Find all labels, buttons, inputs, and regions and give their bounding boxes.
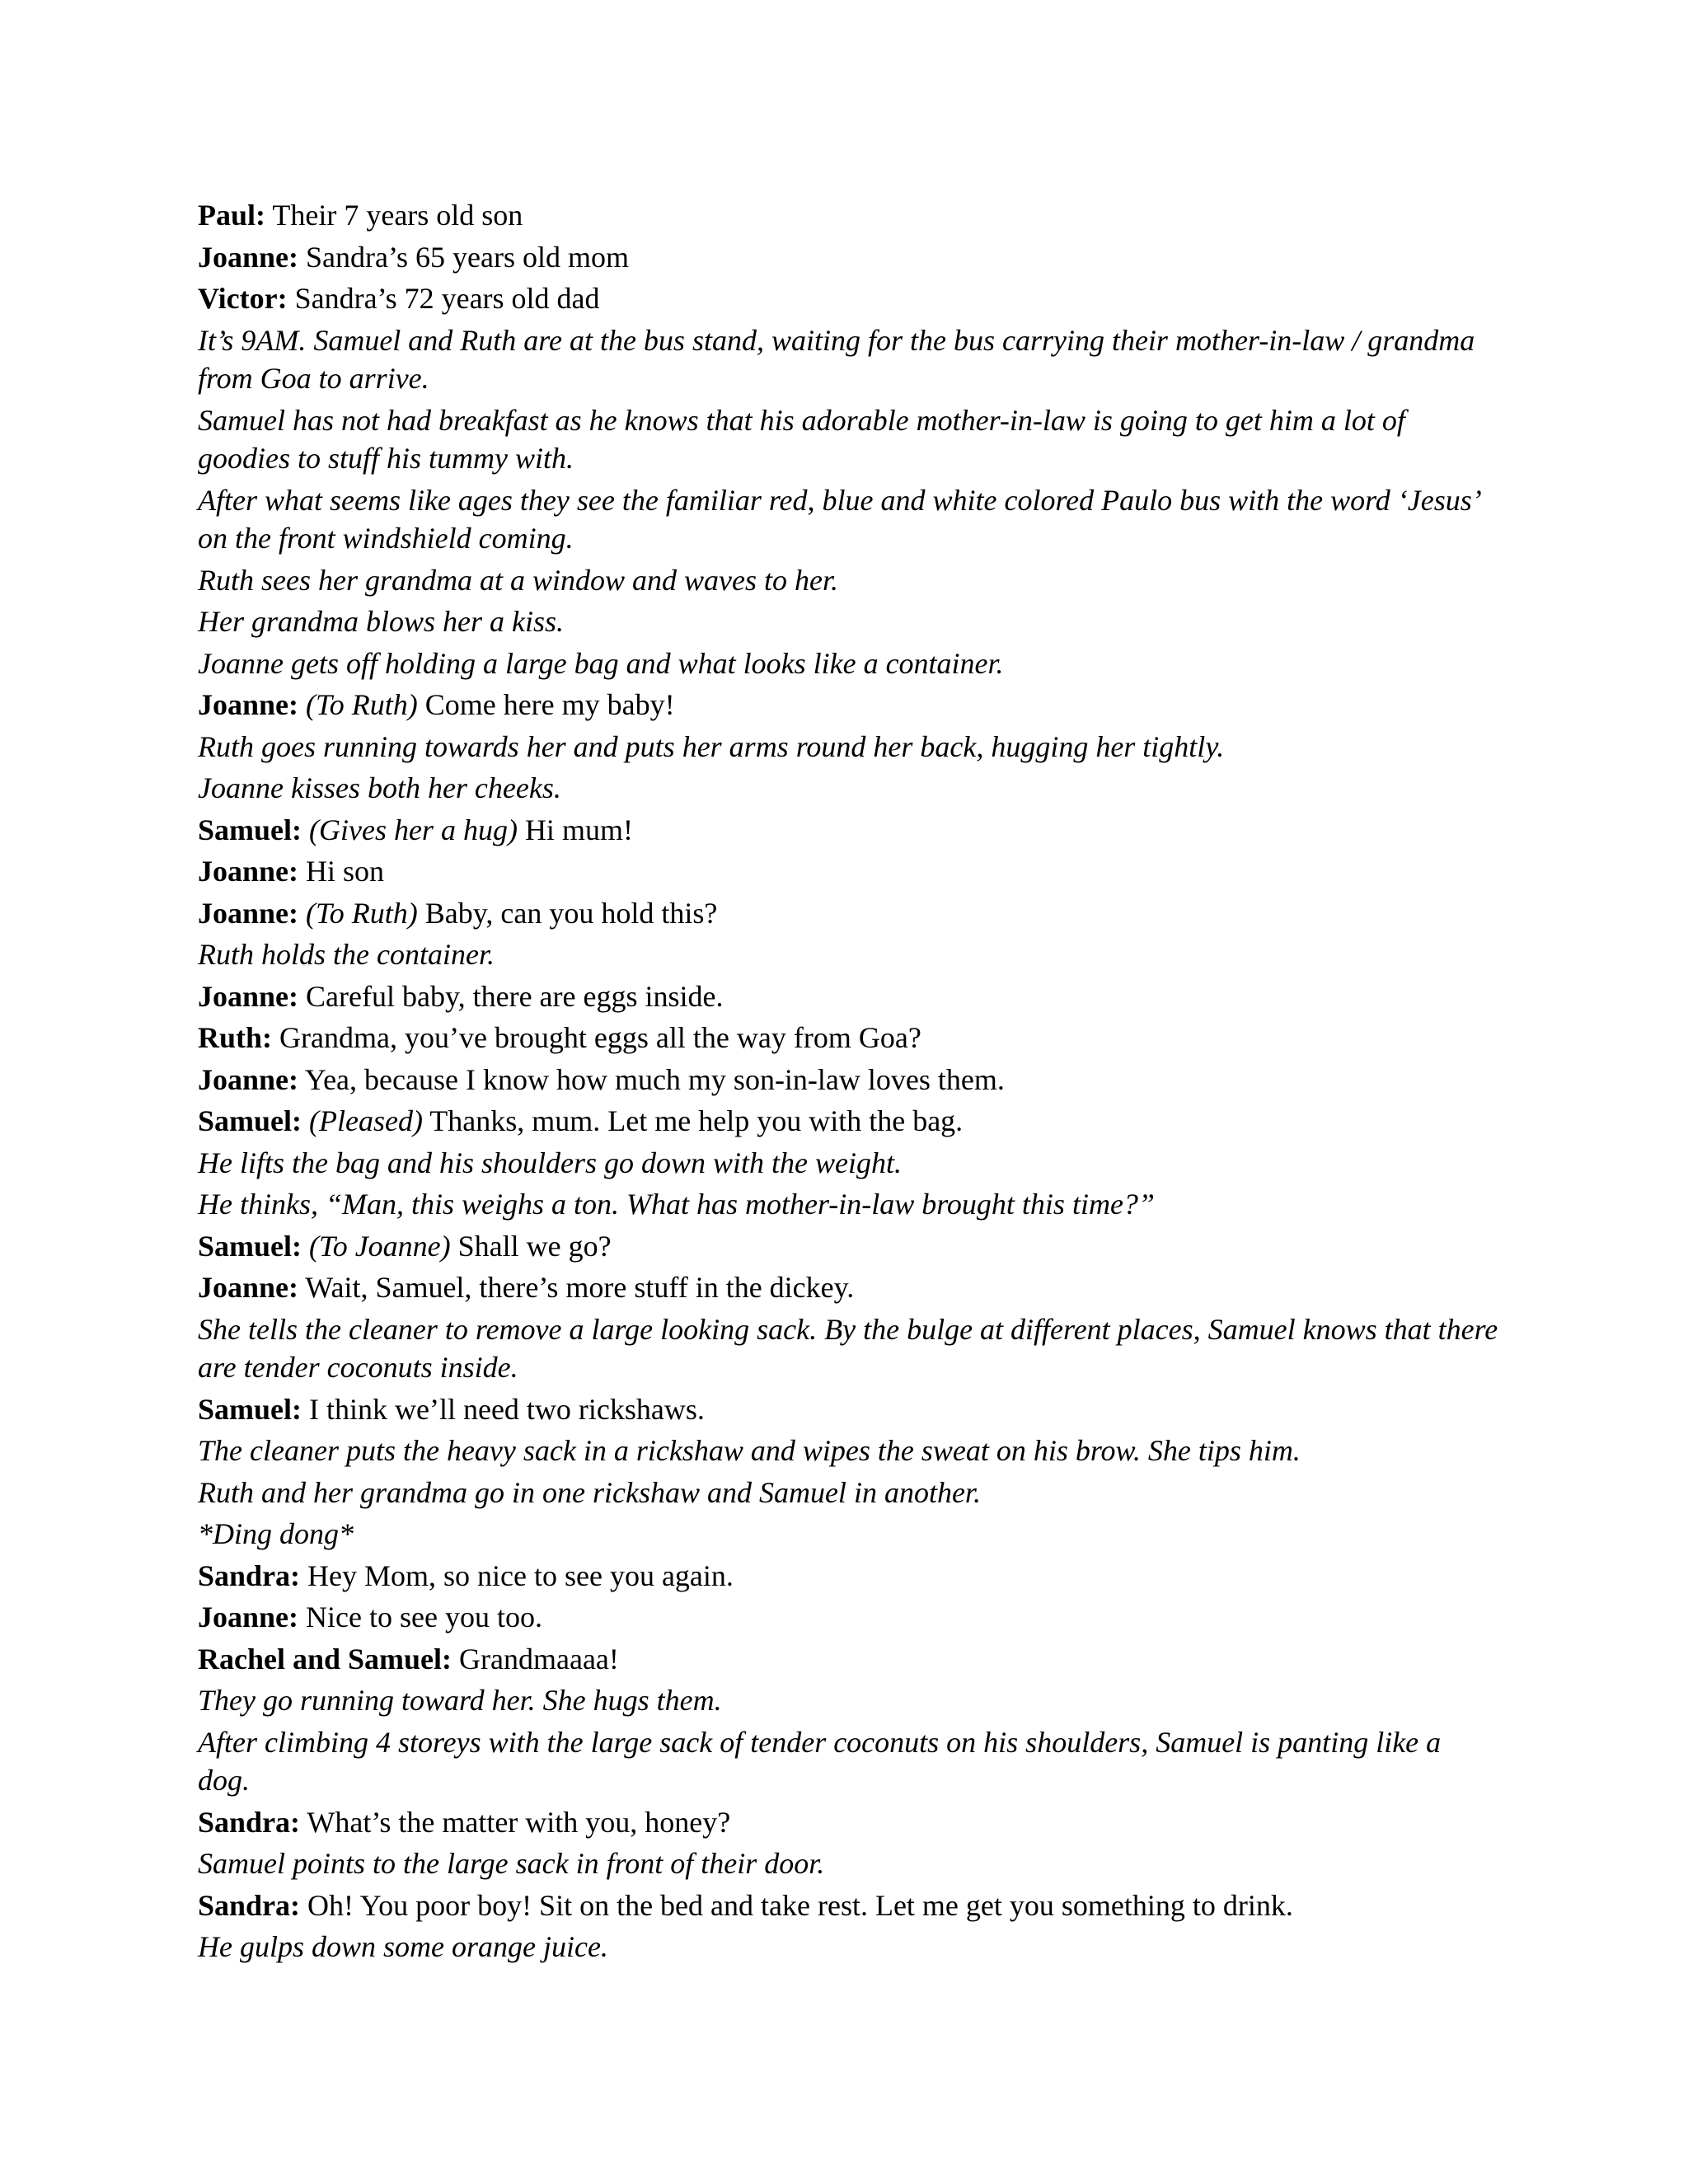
narration-line bbox=[198, 481, 1500, 558]
speaker-name: Sandra: bbox=[198, 1558, 301, 1592]
dialogue-text: Sandra’s 65 years old mom bbox=[306, 240, 629, 274]
dialogue-text: Sandra’s 72 years old dad bbox=[294, 282, 600, 315]
narration-text: Her grandma blows her a kiss. bbox=[198, 605, 565, 638]
stage-direction: (To Joanne) bbox=[309, 1229, 451, 1263]
narration-line bbox=[198, 644, 1500, 683]
dialogue-text: Hey Mom, so nice to see you again. bbox=[307, 1558, 734, 1592]
speaker-name: Joanne: bbox=[198, 688, 299, 721]
narration-line bbox=[198, 1144, 1500, 1183]
dialogue-line bbox=[198, 852, 1500, 891]
speaker-name: Sandra: bbox=[198, 1888, 301, 1922]
dialogue-line bbox=[198, 1019, 1500, 1057]
narration-line bbox=[198, 1515, 1500, 1554]
narration-text: She tells the cleaner to remove a large looking sack. By the bulge at different places, Samuel knows that there are tender coconuts inside. bbox=[198, 1312, 1498, 1384]
speaker-name: Victor: bbox=[198, 282, 288, 315]
speaker-name: Samuel: bbox=[198, 813, 302, 846]
narration-text: He lifts the bag and his shoulders go down with the weight. bbox=[198, 1146, 902, 1179]
stage-direction: (Pleased) bbox=[309, 1104, 423, 1137]
narration-line bbox=[198, 1474, 1500, 1512]
dialogue-line bbox=[198, 1886, 1500, 1925]
speaker-name: Joanne: bbox=[198, 1062, 299, 1096]
narration-line bbox=[198, 401, 1500, 478]
dialogue-text: I think we’ll need two rickshaws. bbox=[309, 1392, 705, 1426]
dialogue-line bbox=[198, 686, 1500, 724]
narration-text: After what seems like ages they see the familiar red, blue and white colored Paulo bus with the word ‘Jesus’ on the front windshield coming. bbox=[198, 483, 1479, 555]
speaker-name: Sandra: bbox=[198, 1805, 301, 1839]
narration-line bbox=[198, 1844, 1500, 1883]
dialogue-line bbox=[198, 894, 1500, 933]
narration-text: He thinks, “Man, this weighs a ton. What has mother-in-law brought this time?” bbox=[198, 1188, 1155, 1221]
narration-line bbox=[198, 602, 1500, 641]
narration-line bbox=[198, 1310, 1500, 1387]
narration-line bbox=[198, 1681, 1500, 1720]
dialogue-line bbox=[198, 977, 1500, 1016]
dialogue-text: Oh! You poor boy! Sit on the bed and take rest. Let me get you something to drink. bbox=[307, 1888, 1293, 1922]
dialogue-line bbox=[198, 279, 1500, 318]
narration-text: After climbing 4 storeys with the large sack of tender coconuts on his shoulders, Samuel is panting like a dog. bbox=[198, 1725, 1442, 1797]
narration-text: *Ding dong* bbox=[198, 1517, 354, 1550]
narration-text: Ruth sees her grandma at a window and waves to her. bbox=[198, 563, 838, 597]
dialogue-line bbox=[198, 1268, 1500, 1307]
narration-line bbox=[198, 321, 1500, 398]
dialogue-text: Thanks, mum. Let me help you with the bag. bbox=[429, 1104, 964, 1137]
dialogue-text: Grandma, you’ve brought eggs all the way from Goa? bbox=[279, 1021, 921, 1054]
speaker-name: Joanne: bbox=[198, 855, 299, 888]
speaker-name: Joanne: bbox=[198, 979, 299, 1013]
dialogue-text: Careful baby, there are eggs inside. bbox=[306, 979, 724, 1013]
dialogue-text: Nice to see you too. bbox=[306, 1601, 542, 1633]
narration-line bbox=[198, 1185, 1500, 1224]
narration-text: It’s 9AM. Samuel and Ruth are at the bus stand, waiting for the bus carrying their mother-in-law / grandma from Goa to arrive. bbox=[198, 323, 1475, 395]
narration-text: Samuel points to the large sack in front of their door. bbox=[198, 1847, 825, 1880]
dialogue-line bbox=[198, 1227, 1500, 1266]
narration-text: The cleaner puts the heavy sack in a rickshaw and wipes the sweat on his brow. She tips him. bbox=[198, 1434, 1301, 1467]
dialogue-line bbox=[198, 1640, 1500, 1679]
narration-line bbox=[198, 935, 1500, 974]
speaker-name: Samuel: bbox=[198, 1392, 302, 1426]
script-document bbox=[198, 196, 1500, 1970]
dialogue-line bbox=[198, 196, 1500, 235]
stage-direction: (To Ruth) bbox=[306, 896, 418, 930]
narration-line bbox=[198, 1723, 1500, 1800]
dialogue-line bbox=[198, 238, 1500, 277]
dialogue-text: Wait, Samuel, there’s more stuff in the dickey. bbox=[305, 1271, 855, 1304]
dialogue-line bbox=[198, 1061, 1500, 1099]
narration-text: He gulps down some orange juice. bbox=[198, 1930, 608, 1963]
narration-text: Joanne gets off holding a large bag and what looks like a container. bbox=[198, 646, 1004, 680]
dialogue-line bbox=[198, 811, 1500, 850]
dialogue-line bbox=[198, 1102, 1500, 1141]
speaker-name: Joanne: bbox=[198, 240, 299, 274]
dialogue-text: Hi son bbox=[306, 855, 385, 888]
dialogue-text: Hi mum! bbox=[524, 813, 633, 846]
speaker-name: Joanne: bbox=[198, 1601, 299, 1633]
narration-text: Samuel has not had breakfast as he knows that his adorable mother-in-law is going to get him a lot of goodies to stuff his tummy with. bbox=[198, 403, 1405, 475]
speaker-name: Rachel and Samuel: bbox=[198, 1642, 452, 1675]
narration-line bbox=[198, 728, 1500, 766]
stage-direction: (Gives her a hug) bbox=[309, 813, 518, 846]
speaker-name: Joanne: bbox=[198, 896, 299, 930]
narration-line bbox=[198, 561, 1500, 600]
dialogue-line bbox=[198, 1557, 1500, 1596]
dialogue-text: Shall we go? bbox=[457, 1229, 612, 1263]
speaker-name: Samuel: bbox=[198, 1104, 302, 1137]
speaker-name: Paul: bbox=[198, 199, 266, 232]
dialogue-text: Come here my baby! bbox=[424, 688, 675, 721]
narration-text: Ruth and her grandma go in one rickshaw and Samuel in another. bbox=[198, 1475, 981, 1509]
narration-text: They go running toward her. She hugs them. bbox=[198, 1684, 722, 1717]
narration-text: Joanne kisses both her cheeks. bbox=[198, 771, 561, 804]
dialogue-text: Grandmaaaa! bbox=[459, 1642, 619, 1675]
dialogue-text: Baby, can you hold this? bbox=[424, 896, 718, 930]
dialogue-line bbox=[198, 1598, 1500, 1637]
dialogue-text: Their 7 years old son bbox=[272, 199, 523, 232]
narration-text: Ruth holds the container. bbox=[198, 938, 495, 971]
dialogue-line bbox=[198, 1803, 1500, 1842]
narration-text: Ruth goes running towards her and puts her arms round her back, hugging her tightly. bbox=[198, 729, 1225, 763]
speaker-name: Samuel: bbox=[198, 1229, 302, 1263]
speaker-name: Joanne: bbox=[198, 1271, 299, 1304]
stage-direction: (To Ruth) bbox=[306, 688, 418, 721]
dialogue-text: Yea, because I know how much my son-in-law loves them. bbox=[304, 1062, 1005, 1096]
dialogue-text: What’s the matter with you, honey? bbox=[307, 1805, 731, 1839]
dialogue-line bbox=[198, 1390, 1500, 1429]
narration-line bbox=[198, 769, 1500, 808]
narration-line bbox=[198, 1432, 1500, 1470]
speaker-name: Ruth: bbox=[198, 1021, 273, 1054]
narration-line bbox=[198, 1928, 1500, 1966]
